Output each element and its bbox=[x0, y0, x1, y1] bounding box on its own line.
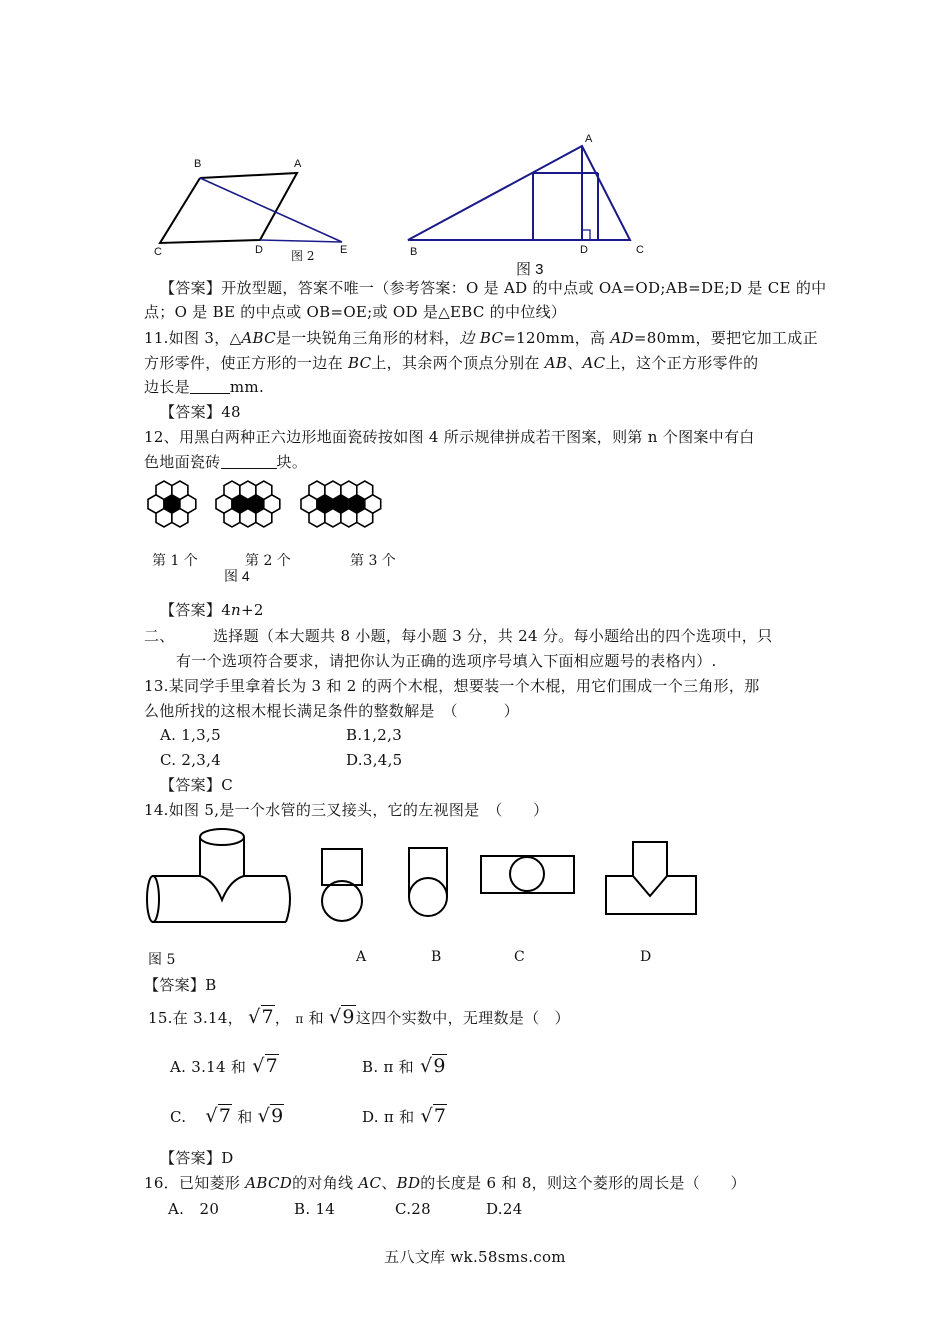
white-tile bbox=[256, 509, 272, 527]
q13-option-d: D.3,4,5 bbox=[346, 751, 403, 769]
q15-option-b: B. π 和 √9 bbox=[362, 1055, 446, 1077]
q16-option-c: C.28 bbox=[395, 1200, 431, 1218]
fig3-label-b: B bbox=[410, 246, 418, 258]
question-11-line2: 方形零件，使正方形的一边在 BC上，其余两个顶点分别在 AB、AC上，这个正方形零件的 bbox=[144, 354, 759, 372]
sqrt-7: √7 bbox=[252, 1055, 279, 1077]
fig4-label-3: 第 3 个 bbox=[350, 553, 396, 569]
question-11-line3: 边长是 mm. bbox=[144, 378, 265, 396]
option-b-drawing bbox=[402, 844, 454, 922]
answer-blank bbox=[190, 379, 230, 394]
q13-option-a: A. 1,3,5 bbox=[160, 726, 221, 744]
white-tile bbox=[325, 509, 341, 527]
question-12-line2: 色地面瓷砖 块。 bbox=[144, 453, 308, 471]
answer-10-line1: 【答案】开放型题，答案不唯一（参考答案：O 是 AD 的中点或 OA=OD;AB=DE;D 是 CE 的中 bbox=[160, 279, 827, 297]
question-12-line1: 12、用黑白两种正六边形地面瓷砖按如图 4 所示规律拼成若干图案，则第 n 个图案中有白 bbox=[144, 428, 755, 446]
white-tile bbox=[309, 481, 325, 499]
fig5-option-a-label: A bbox=[356, 949, 367, 965]
answer-13: 【答案】C bbox=[160, 776, 233, 794]
question-15: 15.在 3.14， √7， π 和 √9这四个实数中，无理数是（ ） bbox=[148, 1006, 570, 1028]
fig5-caption: 图 5 bbox=[148, 952, 176, 968]
section-2-number: 二、 bbox=[144, 627, 175, 645]
white-tile bbox=[256, 481, 272, 499]
fig3-label-c: C bbox=[636, 244, 644, 256]
figure-5-pipe bbox=[144, 824, 296, 928]
q15-option-a: A. 3.14 和 √7 bbox=[170, 1055, 279, 1077]
fig4-label-2: 第 2 个 bbox=[245, 553, 291, 569]
white-tile bbox=[224, 509, 240, 527]
page-footer: 五八文库 wk.58sms.com bbox=[384, 1248, 566, 1266]
white-tile bbox=[172, 509, 188, 527]
fig5-option-d-label: D bbox=[640, 949, 652, 965]
figure-2 bbox=[148, 158, 358, 268]
fig2-label-c: C bbox=[154, 246, 162, 258]
q16-option-d: D.24 bbox=[486, 1200, 523, 1218]
answer-10-line2: 点；O 是 BE 的中点或 OB=OE;或 OD 是△EBC 的中位线） bbox=[144, 303, 567, 321]
white-tile bbox=[309, 509, 325, 527]
fig2-caption: 图 2 bbox=[291, 249, 315, 263]
fig3-label-a: A bbox=[585, 133, 593, 145]
q13-option-c: C. 2,3,4 bbox=[160, 751, 222, 769]
answer-blank bbox=[221, 454, 277, 469]
question-13-line2: 么他所找的这根木棍长满足条件的整数解是 （ ） bbox=[144, 702, 520, 720]
white-tile bbox=[240, 509, 256, 527]
white-tile bbox=[357, 481, 373, 499]
q15-option-c: C. √7 和 √9 bbox=[170, 1105, 284, 1127]
white-tile bbox=[341, 509, 357, 527]
sqrt-7: √7 bbox=[420, 1105, 447, 1127]
fig2-label-a: A bbox=[294, 158, 302, 170]
option-d-drawing bbox=[603, 836, 701, 920]
q16-option-a: A. 20 bbox=[168, 1200, 220, 1218]
answer-11: 【答案】48 bbox=[160, 403, 241, 421]
fig5-option-c-label: C bbox=[514, 949, 525, 965]
fig5-option-b-label: B bbox=[431, 949, 442, 965]
answer-14: 【答案】B bbox=[144, 976, 217, 994]
fig4-caption: 图 4 bbox=[224, 568, 250, 584]
section-2-line1: 选择题（本大题共 8 小题，每小题 3 分，共 24 分。每小题给出的四个选项中，只 bbox=[213, 627, 773, 645]
fig3-label-d: D bbox=[580, 244, 588, 256]
fig2-label-b: B bbox=[194, 158, 202, 170]
white-tile bbox=[325, 481, 341, 499]
option-c-drawing bbox=[478, 850, 578, 900]
sqrt-9: √9 bbox=[328, 1006, 355, 1028]
q16-option-b: B. 14 bbox=[294, 1200, 336, 1218]
white-tile bbox=[156, 509, 172, 527]
sqrt-7: √7 bbox=[248, 1006, 274, 1028]
white-tile bbox=[240, 481, 256, 499]
q15-option-d: D. π 和 √7 bbox=[362, 1105, 447, 1127]
question-16: 16．已知菱形 ABCD的对角线 AC、BD的长度是 6 和 8，则这个菱形的周长是（ ） bbox=[144, 1174, 746, 1192]
fig3-caption: 图 3 bbox=[516, 261, 544, 278]
sqrt-9: √9 bbox=[420, 1055, 446, 1077]
question-14: 14.如图 5,是一个水管的三叉接头，它的左视图是 （ ） bbox=[144, 801, 549, 819]
white-tile bbox=[357, 509, 373, 527]
white-tile bbox=[224, 481, 240, 499]
fig2-label-e: E bbox=[340, 244, 348, 256]
question-13-line1: 13.某同学手里拿着长为 3 和 2 的两个木棍，想要装一个木棍，用它们围成一个三角形，那 bbox=[144, 677, 760, 695]
q13-option-b: B.1,2,3 bbox=[346, 726, 403, 744]
answer-15: 【答案】D bbox=[160, 1149, 234, 1167]
fig4-label-1: 第 1 个 bbox=[152, 553, 198, 569]
white-tile bbox=[341, 481, 357, 499]
white-tile bbox=[172, 481, 188, 499]
white-tile bbox=[156, 481, 172, 499]
figure-3 bbox=[400, 138, 640, 244]
figure-4 bbox=[144, 473, 424, 535]
section-2-line2: 有一个选项符合要求，请把你认为正确的选项序号填入下面相应题号的表格内）. bbox=[176, 652, 717, 670]
question-11-line1: 11.如图 3，△ABC是一块锐角三角形的材料，边 BC=120mm，高 AD=80mm，要把它加工成正 bbox=[144, 329, 818, 347]
sqrt-9: √9 bbox=[257, 1105, 284, 1127]
option-a-drawing bbox=[316, 846, 368, 924]
fig2-label-d: D bbox=[255, 244, 263, 256]
answer-12: 【答案】4n+2 bbox=[160, 601, 264, 619]
sqrt-7: √7 bbox=[205, 1105, 232, 1127]
